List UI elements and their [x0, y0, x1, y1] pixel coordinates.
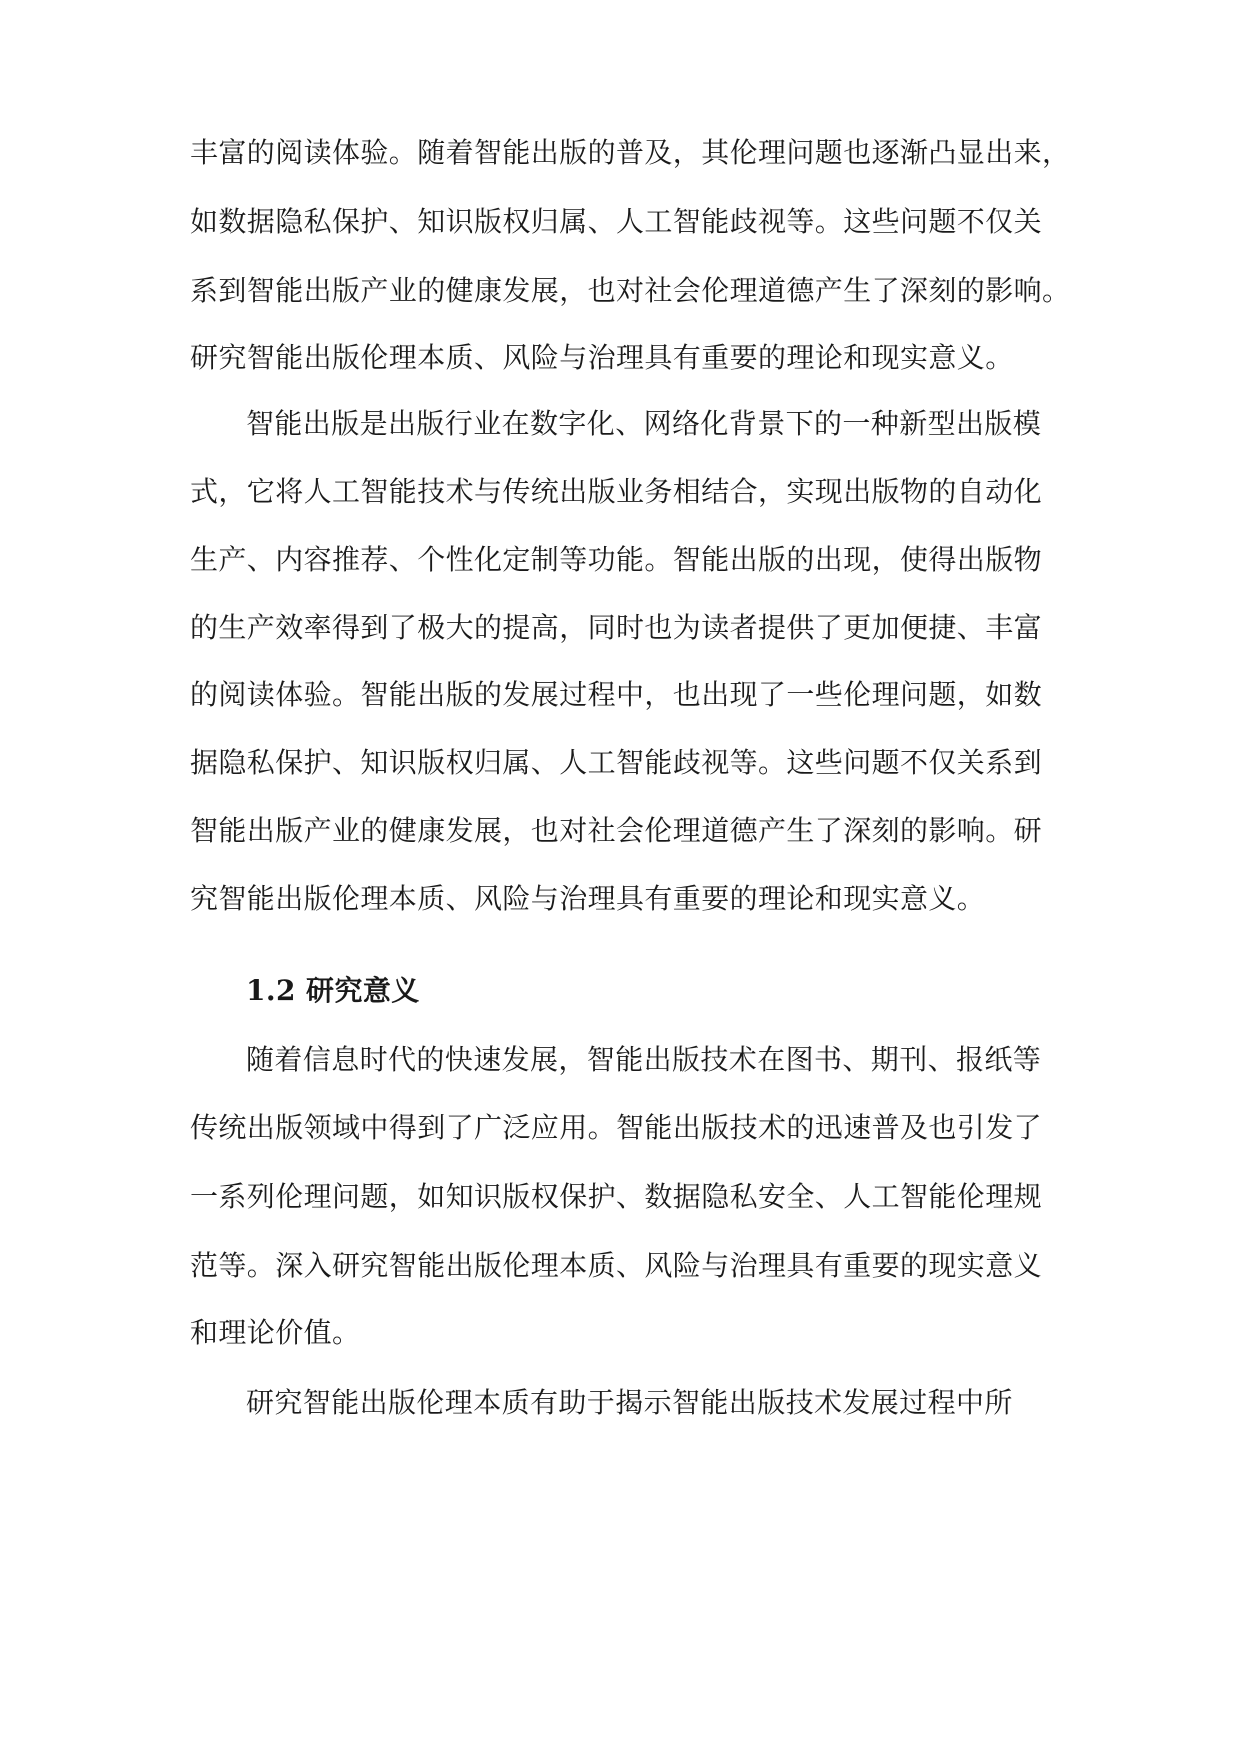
- paragraph-line: 的生产效率得到了极大的提高，同时也为读者提供了更加便捷、丰富: [190, 611, 1043, 644]
- paragraph-line: 究智能出版伦理本质、风险与治理具有重要的理论和现实意义。: [190, 882, 986, 915]
- paragraph-line: 智能出版是出版行业在数字化、网络化背景下的一种新型出版模: [246, 407, 1042, 440]
- paragraph-line: 的阅读体验。智能出版的发展过程中，也出现了一些伦理问题，如数: [190, 678, 1043, 711]
- paragraph-line: 系到智能出版产业的健康发展，也对社会伦理道德产生了深刻的影响。: [190, 274, 1071, 307]
- paragraph-line: 丰富的阅读体验。随着智能出版的普及，其伦理问题也逐渐凸显出来，: [190, 136, 1071, 169]
- section-heading: 1.2 研究意义: [246, 974, 420, 1007]
- paragraph-line: 传统出版领域中得到了广泛应用。智能出版技术的迅速普及也引发了: [190, 1111, 1043, 1144]
- paragraph-line: 据隐私保护、知识版权归属、人工智能歧视等。这些问题不仅关系到: [190, 746, 1043, 779]
- paragraph-line: 研究智能出版伦理本质、风险与治理具有重要的理论和现实意义。: [190, 341, 1014, 374]
- paragraph-line: 式，它将人工智能技术与传统出版业务相结合，实现出版物的自动化: [190, 475, 1043, 508]
- paragraph-line: 一系列伦理问题，如知识版权保护、数据隐私安全、人工智能伦理规: [190, 1180, 1043, 1213]
- paragraph-line: 智能出版产业的健康发展，也对社会伦理道德产生了深刻的影响。研: [190, 814, 1043, 847]
- paragraph-line: 如数据隐私保护、知识版权归属、人工智能歧视等。这些问题不仅关: [190, 205, 1043, 238]
- paragraph-line: 范等。深入研究智能出版伦理本质、风险与治理具有重要的现实意义: [190, 1249, 1043, 1282]
- paragraph-line: 研究智能出版伦理本质有助于揭示智能出版技术发展过程中所: [246, 1386, 1013, 1419]
- paragraph-line: 生产、内容推荐、个性化定制等功能。智能出版的出现，使得出版物: [190, 543, 1043, 576]
- paragraph-line: 和理论价值。: [190, 1316, 361, 1349]
- paragraph-line: 随着信息时代的快速发展，智能出版技术在图书、期刊、报纸等: [246, 1043, 1042, 1076]
